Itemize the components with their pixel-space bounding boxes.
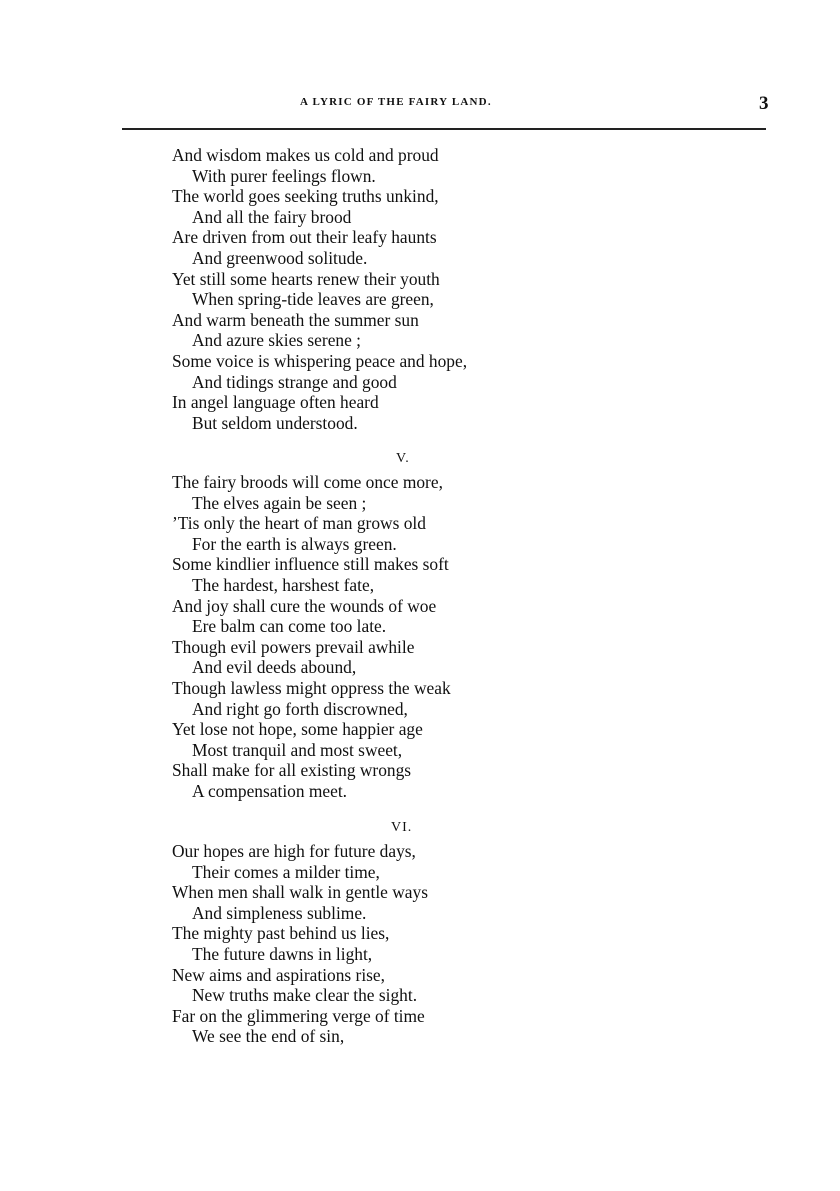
poem-line: Our hopes are high for future days,	[172, 841, 416, 861]
poem-line: And all the fairy brood	[192, 206, 352, 227]
poem-line: And greenwood solitude.	[192, 247, 368, 268]
poem-line: Shall make for all existing wrongs	[172, 760, 412, 781]
poem-line: Most tranquil and most sweet,	[192, 739, 403, 760]
stanza-continued	[172, 145, 467, 433]
poem-line: The fairy broods will come once more,	[172, 472, 443, 492]
poem-line: And wisdom makes us cold and proud	[172, 145, 439, 165]
poem-line: And simpleness sublime.	[192, 902, 367, 923]
poem-line: When spring-tide leaves are green,	[192, 289, 434, 310]
poem-line: When men shall walk in gentle ways	[172, 882, 428, 903]
poem-line: And evil deeds abound,	[192, 657, 357, 678]
poem-line: Are driven from out their leafy haunts	[172, 227, 437, 248]
poem-line: And warm beneath the summer sun	[172, 309, 419, 330]
poem-line: New truths make clear the sight.	[192, 985, 418, 1006]
page-number: 3	[759, 93, 769, 114]
poem-line: Far on the glimmering verge of time	[172, 1005, 425, 1026]
poem-line: The future dawns in light,	[192, 943, 373, 964]
poem-line: Some kindlier influence still makes soft	[172, 554, 449, 575]
poem-line: In angel language often heard	[172, 392, 379, 413]
poem-line: And tidings strange and good	[192, 371, 397, 392]
poem-line: The hardest, harshest fate,	[192, 574, 375, 595]
poem-line: Though lawless might oppress the weak	[172, 677, 451, 698]
poem-line: Ere balm can come too late.	[192, 616, 387, 637]
stanza-number-vi: VI.	[391, 820, 413, 835]
poem-line: And right go forth discrowned,	[192, 698, 408, 719]
poem-line: ’Tis only the heart of man grows old	[172, 513, 426, 534]
poem-line: Yet lose not hope, some happier age	[172, 719, 423, 740]
poem-line: And azure skies serene ;	[192, 330, 362, 351]
poem-line: Their comes a milder time,	[192, 861, 380, 882]
poem-line: The mighty past behind us lies,	[172, 923, 390, 944]
stanza-number-v: V.	[396, 451, 410, 466]
poem-line: Yet still some hearts renew their youth	[172, 268, 440, 289]
poem-line: But seldom understood.	[192, 412, 358, 433]
stanza-vi	[172, 841, 428, 1047]
poem-line: Though evil powers prevail awhile	[172, 636, 415, 657]
poem-line: New aims and aspirations rise,	[172, 964, 385, 985]
poem-line: The world goes seeking truths unkind,	[172, 186, 439, 207]
poem-line: The elves again be seen ;	[192, 492, 367, 513]
poem-line: With purer feelings flown.	[192, 165, 376, 186]
poem-line: Some voice is whispering peace and hope,	[172, 350, 468, 371]
header-rule	[122, 128, 766, 130]
poem-line: For the earth is always green.	[192, 533, 397, 554]
poem-line: We see the end of sin,	[192, 1026, 345, 1047]
poem-line: And joy shall cure the wounds of woe	[172, 595, 437, 616]
stanza-v	[172, 472, 451, 802]
running-head: A LYRIC OF THE FAIRY LAND.	[300, 96, 492, 108]
poem-line: A compensation meet.	[192, 780, 348, 801]
